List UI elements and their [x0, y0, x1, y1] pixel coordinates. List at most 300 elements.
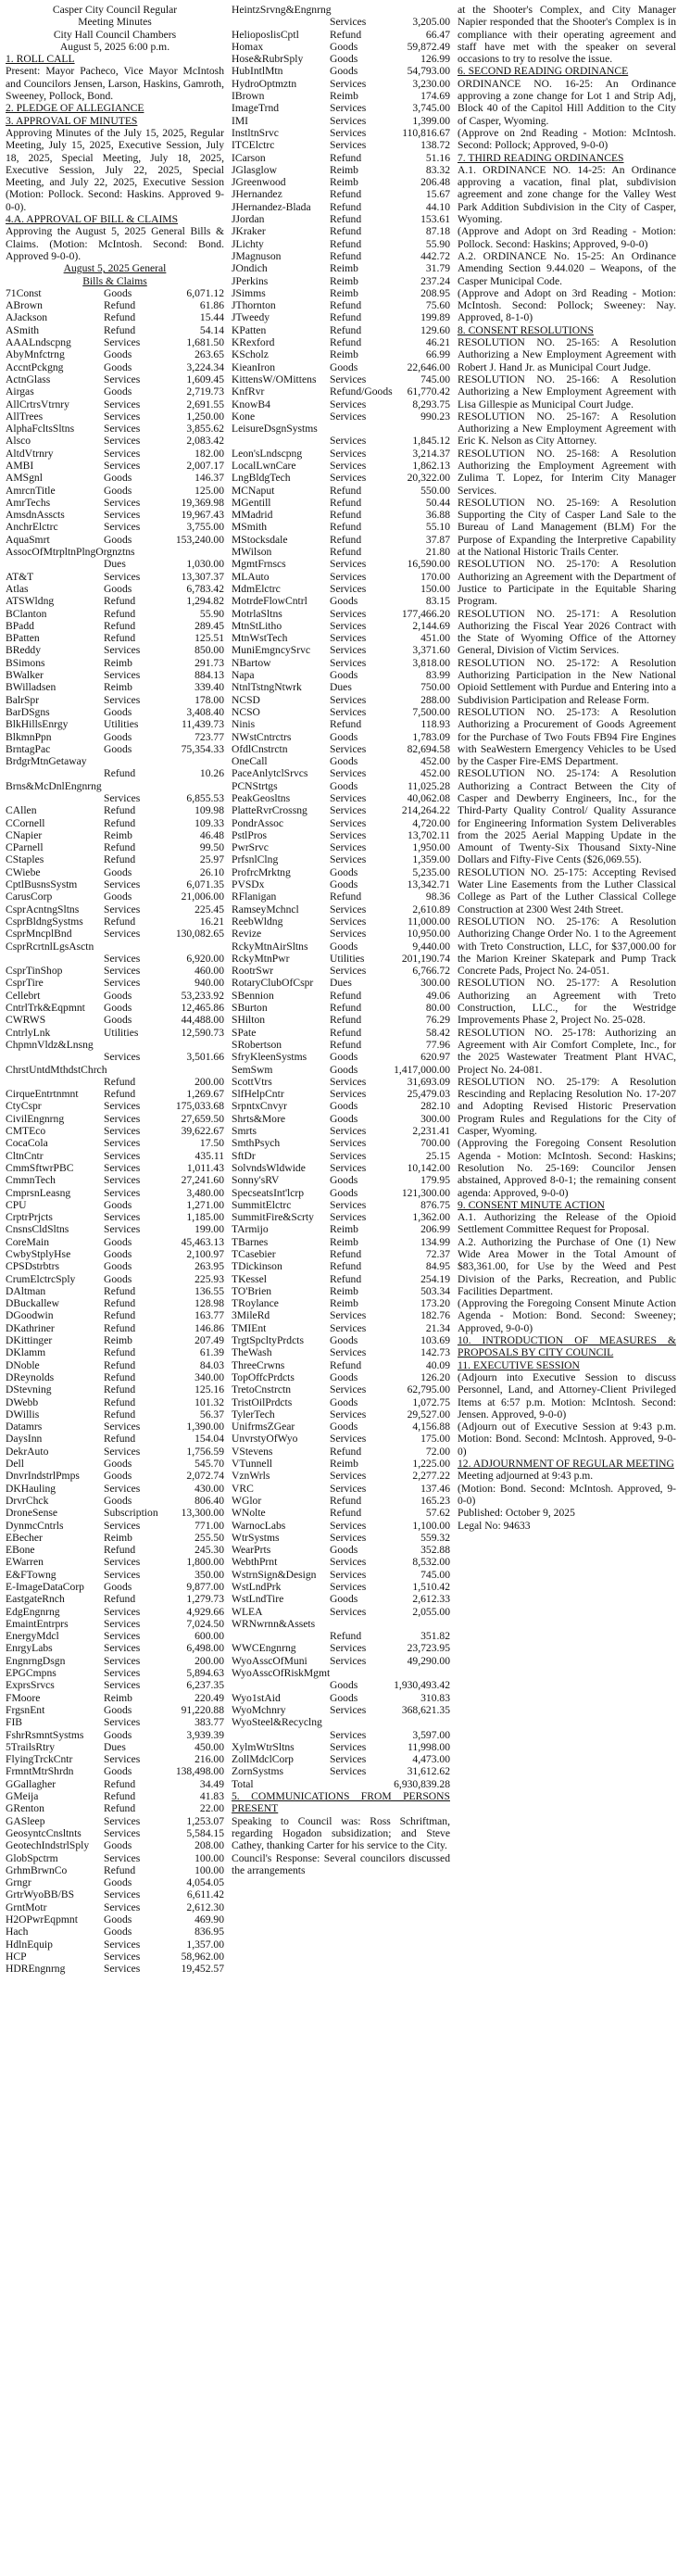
vendor-name: Airgas — [6, 385, 34, 398]
amount: 208.95 — [420, 286, 450, 299]
amount: 4,156.88 — [412, 1421, 450, 1433]
vendor-name: MCNaput — [232, 484, 275, 497]
bill-row — [6, 1888, 224, 1900]
category: Refund — [104, 1370, 136, 1383]
bill-row — [6, 1926, 224, 1938]
amount: 3,855.62 — [186, 423, 224, 436]
bill-row — [6, 373, 224, 385]
amount: 3,205.00 — [412, 16, 450, 29]
bill-row — [232, 1408, 450, 1421]
category: Reimb — [104, 1334, 132, 1347]
category: Services — [330, 1556, 367, 1569]
vendor-name: MdmElctrc — [232, 582, 281, 595]
category: Services — [330, 1642, 367, 1655]
amount: 745.00 — [420, 1568, 450, 1581]
amount: 2,719.73 — [186, 385, 224, 398]
vendor-name: Hose&RubrSply — [232, 53, 304, 66]
amount: 6,071.35 — [186, 878, 224, 891]
category: Refund — [104, 1075, 136, 1088]
bill-row — [232, 448, 450, 460]
vendor-name: JHernandez — [232, 188, 282, 201]
paragraph: RESOLUTION NO. 25-172: A Resolution Authorizing Participation in the New National Opioid Settlement with Purdue and Entering into a Subdivision Participation and Release Form. — [458, 656, 676, 706]
vendor-name: CMTEco — [6, 1125, 46, 1138]
bill-row — [232, 1765, 450, 1777]
bill-row — [232, 485, 450, 497]
category: Services — [330, 632, 367, 645]
bill-row — [232, 423, 450, 435]
amount: 19,369.98 — [181, 496, 224, 509]
bill-row — [232, 1014, 450, 1026]
amount: 2,144.69 — [412, 619, 450, 632]
paragraph: Meeting adjourned at 9:43 p.m. — [458, 1470, 594, 1483]
bill-row — [6, 448, 224, 460]
vendor-name: Wyo1stAid — [232, 1691, 281, 1704]
category: Goods — [330, 1593, 358, 1606]
bill-row — [232, 262, 450, 274]
column-2 — [232, 4, 450, 2572]
category: Refund/Goods — [330, 385, 393, 398]
vendor-name: CWiebe — [6, 865, 41, 878]
amount: 46.48 — [199, 828, 224, 841]
bill-row — [232, 1630, 450, 1642]
bill-row — [232, 1667, 450, 1679]
bill-row — [6, 1520, 224, 1532]
vendor-name: ActnGlass — [6, 373, 51, 385]
vendor-name: E-ImageDataCorp — [6, 1581, 84, 1593]
amount: 130,082.65 — [175, 928, 224, 941]
vendor-name: SPate — [232, 1026, 257, 1039]
paragraph: RESOLUTION NO. 25-171: A Resolution Authorizing the Fiscal Year 2026 Contract with the State of Wyoming Office of the Attorney General, Division of Victim Services. — [458, 607, 676, 657]
category: Refund — [330, 484, 362, 497]
vendor-name — [6, 1076, 104, 1088]
amount: 99.50 — [199, 841, 224, 854]
bill-row — [6, 1260, 224, 1272]
bill-row — [6, 804, 224, 816]
vendor-name: AltdVtrnry — [6, 447, 54, 460]
vendor-name: MuniEmgncySrvc — [232, 644, 311, 657]
vendor-name: CsprTire — [6, 977, 44, 990]
category: Refund — [104, 1777, 136, 1790]
amount — [161, 1039, 224, 1051]
bill-row — [6, 953, 224, 965]
vendor-name — [232, 435, 330, 447]
amount: 25.97 — [199, 853, 224, 866]
bill-row — [6, 1963, 224, 1975]
bill-row — [232, 1174, 450, 1186]
category: Refund — [104, 323, 136, 336]
bill-row — [6, 1642, 224, 1654]
category: Services — [330, 16, 367, 29]
vendor-name: HCP — [6, 1950, 27, 1963]
vendor-name: GrhmBrwnCo — [6, 1863, 68, 1876]
vendor-name: SBurton — [232, 1002, 268, 1015]
category: Services — [330, 114, 367, 127]
category: Refund — [104, 595, 136, 608]
amount: 207.49 — [194, 1334, 224, 1347]
category — [104, 755, 161, 767]
amount: 2,072.74 — [186, 1470, 224, 1483]
category: Goods — [104, 1926, 132, 1938]
vendor-name: FlyingTrckCntr — [6, 1753, 73, 1766]
category: Refund — [104, 1802, 136, 1815]
amount: 620.97 — [420, 1051, 450, 1064]
amount: 103.69 — [420, 1334, 450, 1347]
vendor-name: HelioposlisCptl — [232, 28, 299, 41]
bill-row — [6, 546, 224, 558]
amount: 550.00 — [420, 484, 450, 497]
category: Services — [330, 1383, 367, 1396]
amount — [161, 780, 224, 792]
amount: 6,930,839.28 — [394, 1777, 450, 1790]
vendor-name: MWilson — [232, 546, 272, 559]
vendor-name: KittensW/OMittens — [232, 373, 317, 385]
vendor-name: BPatten — [6, 632, 40, 645]
category: Refund — [104, 1346, 136, 1359]
amount: 83.15 — [425, 595, 450, 608]
vendor-name: HdlnEquip — [6, 1938, 53, 1951]
amount: 3,230.00 — [412, 77, 450, 90]
vendor-name: 71Const — [6, 286, 42, 299]
category: Services — [104, 1125, 141, 1138]
category: Services — [104, 1174, 141, 1187]
category: Refund — [330, 718, 362, 731]
bill-row — [232, 632, 450, 644]
category: Services — [104, 1568, 141, 1581]
amount: 1,399.00 — [412, 114, 450, 127]
amount: 263.65 — [194, 348, 224, 361]
vendor-name: CtyCspr — [6, 1100, 42, 1113]
amount: 21,006.00 — [181, 890, 224, 903]
category: Reimb — [330, 176, 358, 189]
vendor-name: EPGCmpns — [6, 1667, 56, 1680]
amount: 55.90 — [199, 607, 224, 620]
vendor-name: Brns&McDnlEngnrng — [6, 779, 102, 792]
vendor-name: WyoAsscOfMuni — [232, 1654, 307, 1667]
vendor-name: JOndich — [232, 262, 268, 275]
category: Services — [104, 669, 141, 682]
vendor-name: Dell — [6, 1458, 24, 1471]
vendor-name: AllTrees — [6, 410, 44, 423]
vendor-name: BSimons — [6, 656, 45, 669]
amount: 175.00 — [420, 1433, 450, 1446]
category: Refund — [330, 1358, 362, 1371]
bill-row — [232, 1273, 450, 1285]
category: Services — [330, 447, 367, 460]
category: Goods — [104, 1765, 132, 1778]
bill-row — [6, 336, 224, 348]
vendor-name: MMadrid — [232, 509, 273, 522]
category: Refund — [104, 1593, 136, 1606]
amount: 383.77 — [194, 1716, 224, 1729]
vendor-name: VRC — [232, 1482, 254, 1495]
bill-row — [6, 1236, 224, 1248]
amount: 44.10 — [425, 200, 450, 213]
category: Reimb — [104, 828, 132, 841]
bill-row — [6, 1223, 224, 1235]
bill-row — [232, 1470, 450, 1482]
category: Services — [330, 1531, 367, 1544]
amount: 40,062.08 — [407, 792, 450, 804]
bill-row — [232, 1593, 450, 1605]
bill-row — [6, 1630, 224, 1642]
amount: 3,745.00 — [412, 102, 450, 115]
category: Services — [104, 1826, 141, 1839]
amount: 289.45 — [194, 619, 224, 632]
amount: 100.00 — [194, 1863, 224, 1876]
category: Refund — [104, 915, 136, 928]
bill-row — [6, 361, 224, 373]
vendor-name: ITCElctrc — [232, 139, 275, 152]
category: Services — [104, 903, 141, 915]
bill-row — [232, 657, 450, 669]
category: Refund — [330, 213, 362, 226]
category: Services — [330, 607, 367, 620]
category: Refund — [330, 1445, 362, 1458]
paragraph: RESOLUTION NO. 25-179: A Resolution Rescinding and Replacing Resolution No. 17-207 and Adopting Revised Historic Preservation Program Rules and Regulations for the City of Casper, Wyoming. — [458, 1075, 676, 1138]
vendor-name: Revize — [232, 928, 262, 941]
bill-row — [6, 1951, 224, 1963]
category: Refund — [104, 767, 136, 780]
bill-row — [6, 829, 224, 841]
bill-row — [6, 1618, 224, 1630]
column-3 — [458, 4, 676, 2572]
amount: 153,240.00 — [175, 533, 224, 546]
vendor-name: BClanton — [6, 607, 47, 620]
bill-row — [232, 299, 450, 311]
vendor-name: NWstCntrctrs — [232, 730, 292, 743]
vendor-name: PlatteRvrCrossng — [232, 804, 307, 817]
amount: 19,967.43 — [181, 509, 224, 522]
category: Reimb — [330, 274, 358, 287]
vendor-name: GGallagher — [6, 1777, 56, 1790]
bill-row — [6, 977, 224, 989]
vendor-name: DroneSense — [6, 1507, 58, 1520]
category: Refund — [104, 1544, 136, 1557]
vendor-name: CsprAcntngSltns — [6, 903, 80, 915]
amount: 291.73 — [194, 656, 224, 669]
bill-row — [6, 521, 224, 533]
vendor-name: CParnell — [6, 841, 44, 854]
amount: 2,007.17 — [186, 459, 224, 472]
category: Services — [104, 1519, 141, 1532]
bill-row — [6, 460, 224, 472]
vendor-name: SmthPsych — [232, 1137, 281, 1150]
meeting-datetime: August 5, 2025 6:00 p.m. — [59, 40, 170, 53]
vendor-name: Kone — [232, 410, 256, 423]
paragraph: Published: October 9, 2025 — [458, 1507, 575, 1520]
amount: 54,793.00 — [407, 65, 450, 78]
amount: 836.95 — [194, 1926, 224, 1938]
amount: 201,190.74 — [401, 952, 450, 965]
amount: 170.00 — [420, 570, 450, 583]
amount: 11,025.28 — [408, 779, 450, 792]
amount: 154.04 — [194, 1433, 224, 1446]
bill-row — [232, 127, 450, 139]
amount: 100.00 — [194, 1851, 224, 1864]
category: Services — [104, 792, 141, 804]
vendor-name: E&FTowng — [6, 1568, 56, 1581]
bill-row — [232, 804, 450, 816]
bill-row — [232, 164, 450, 176]
bill-row — [6, 1753, 224, 1765]
bill-row — [6, 1248, 224, 1260]
category: Services — [104, 398, 141, 410]
bill-row — [6, 1581, 224, 1593]
bill-row — [6, 1470, 224, 1482]
vendor-name: InstltnSrvc — [232, 126, 279, 139]
bill-row — [232, 373, 450, 385]
vendor-name: DnvrIndstrlPmps — [6, 1470, 80, 1483]
category: Goods — [104, 1494, 132, 1507]
category: Services — [104, 459, 141, 472]
category: Services — [330, 705, 367, 718]
bill-row — [6, 1852, 224, 1864]
bill-row — [6, 1507, 224, 1519]
amount: 10,950.00 — [407, 928, 450, 941]
amount: 3,597.00 — [412, 1728, 450, 1741]
amount: 206.99 — [420, 1223, 450, 1236]
amount: 1,253.07 — [186, 1814, 224, 1827]
bill-row — [232, 1606, 450, 1618]
vendor-name: LocalLwnCare — [232, 459, 296, 472]
vendor-name: SlfHelpCntr — [232, 1088, 284, 1101]
category: Utilities — [104, 718, 139, 731]
amount: 559.32 — [420, 1531, 450, 1544]
bill-row — [232, 706, 450, 718]
category: Goods — [330, 1370, 358, 1383]
section-heading: 9. CONSENT MINUTE ACTION — [458, 1198, 605, 1211]
category: Refund — [330, 989, 362, 1002]
bill-row — [232, 53, 450, 65]
amount: 503.34 — [420, 1284, 450, 1297]
vendor-name: TBarnes — [232, 1235, 269, 1248]
amount: 3,755.00 — [186, 521, 224, 534]
vendor-name: RckyMtnPwr — [232, 952, 290, 965]
category: Refund — [330, 311, 362, 324]
amount: 11,000.00 — [408, 915, 450, 928]
bill-row — [6, 1309, 224, 1321]
amount: 1,011.43 — [186, 1161, 224, 1174]
vendor-name: PVSDx — [232, 878, 265, 891]
category: Goods — [330, 1174, 358, 1187]
amount: 310.83 — [420, 1691, 450, 1704]
bill-row — [232, 435, 450, 447]
bill-row — [6, 385, 224, 398]
bill-row — [6, 620, 224, 632]
bill-row — [6, 1346, 224, 1358]
category: Refund — [330, 521, 362, 534]
vendor-name: DStevning — [6, 1383, 52, 1396]
amount: 75.60 — [425, 299, 450, 312]
vendor-name: AnchrElctrc — [6, 521, 58, 534]
amount: 16,590.00 — [407, 558, 450, 571]
category: Reimb — [330, 163, 358, 176]
bill-row — [232, 767, 450, 779]
bill-row — [232, 1581, 450, 1593]
category — [330, 1618, 387, 1630]
amount: 49,290.00 — [407, 1654, 450, 1667]
category: Goods — [104, 1198, 132, 1211]
bill-row — [232, 16, 450, 28]
category: Goods — [104, 385, 132, 398]
category: Goods — [104, 1235, 132, 1248]
category: Services — [330, 1753, 367, 1766]
vendor-name: CntrlyLnk — [6, 1026, 51, 1039]
vendor-name: Cellebrt — [6, 989, 41, 1002]
bill-row — [6, 1556, 224, 1568]
category: Services — [330, 410, 367, 423]
vendor-name: MotrlaSltns — [232, 607, 282, 620]
category: Refund — [104, 1321, 136, 1334]
category: Refund — [330, 1014, 362, 1027]
category: Services — [104, 977, 141, 990]
amount: 850.00 — [194, 644, 224, 657]
amount: 1,269.67 — [186, 1088, 224, 1101]
amount: 31,612.62 — [407, 1765, 450, 1778]
bill-row — [6, 1655, 224, 1667]
category: Dues — [104, 558, 126, 571]
vendor-name: BlkmnPpn — [6, 730, 52, 743]
bill-row — [6, 965, 224, 977]
bill-row — [232, 1655, 450, 1667]
amount: 121,300.00 — [401, 1186, 450, 1199]
category: Services — [330, 1408, 367, 1421]
amount — [163, 1064, 224, 1076]
amount: 146.37 — [194, 472, 224, 485]
amount: 27,241.60 — [181, 1174, 224, 1187]
category: Refund — [330, 509, 362, 522]
bill-row — [6, 1113, 224, 1125]
category: Refund — [104, 299, 136, 312]
vendor-name: WstLndTire — [232, 1593, 284, 1606]
category — [332, 4, 388, 16]
category: Goods — [104, 1913, 132, 1926]
category: Goods — [104, 1839, 132, 1852]
bill-row — [6, 1839, 224, 1851]
category: Services — [104, 410, 141, 423]
category: Reimb — [330, 1297, 358, 1310]
vendor-name: PeakGeosltns — [232, 792, 291, 804]
bill-row — [232, 694, 450, 706]
category: Services — [330, 472, 367, 485]
vendor-name: CoreMain — [6, 1235, 50, 1248]
bill-row — [6, 1421, 224, 1433]
amount: 36.88 — [425, 509, 450, 522]
bill-row — [6, 890, 224, 903]
amount: 1,800.00 — [186, 1556, 224, 1569]
bill-row — [6, 1901, 224, 1913]
paragraph: A.1. Authorizing the Release of the Opioid Settlement Committee Request for Proposal. — [458, 1211, 676, 1236]
bill-row — [232, 620, 450, 632]
category: Refund — [104, 1383, 136, 1396]
category — [330, 1716, 387, 1728]
bills-list-part-1 — [6, 287, 224, 1976]
category: Dues — [104, 1740, 126, 1753]
amount: 61.86 — [199, 299, 224, 312]
vendor-name: KPatten — [232, 323, 267, 336]
vendor-name: WNolte — [232, 1507, 266, 1520]
vendor-name: AllCrtrsVtrnry — [6, 398, 69, 410]
vendor-name: ChrstUntdMthdstChrch — [6, 1063, 107, 1076]
category: Refund — [104, 1863, 136, 1876]
category: Dues — [330, 681, 352, 694]
amount: 2,100.97 — [186, 1247, 224, 1260]
amount: 83.32 — [425, 163, 450, 176]
bill-row — [6, 1125, 224, 1137]
amount: 1,862.13 — [412, 459, 450, 472]
amount: 1,845.12 — [412, 435, 450, 448]
amount: 57.62 — [425, 1507, 450, 1520]
